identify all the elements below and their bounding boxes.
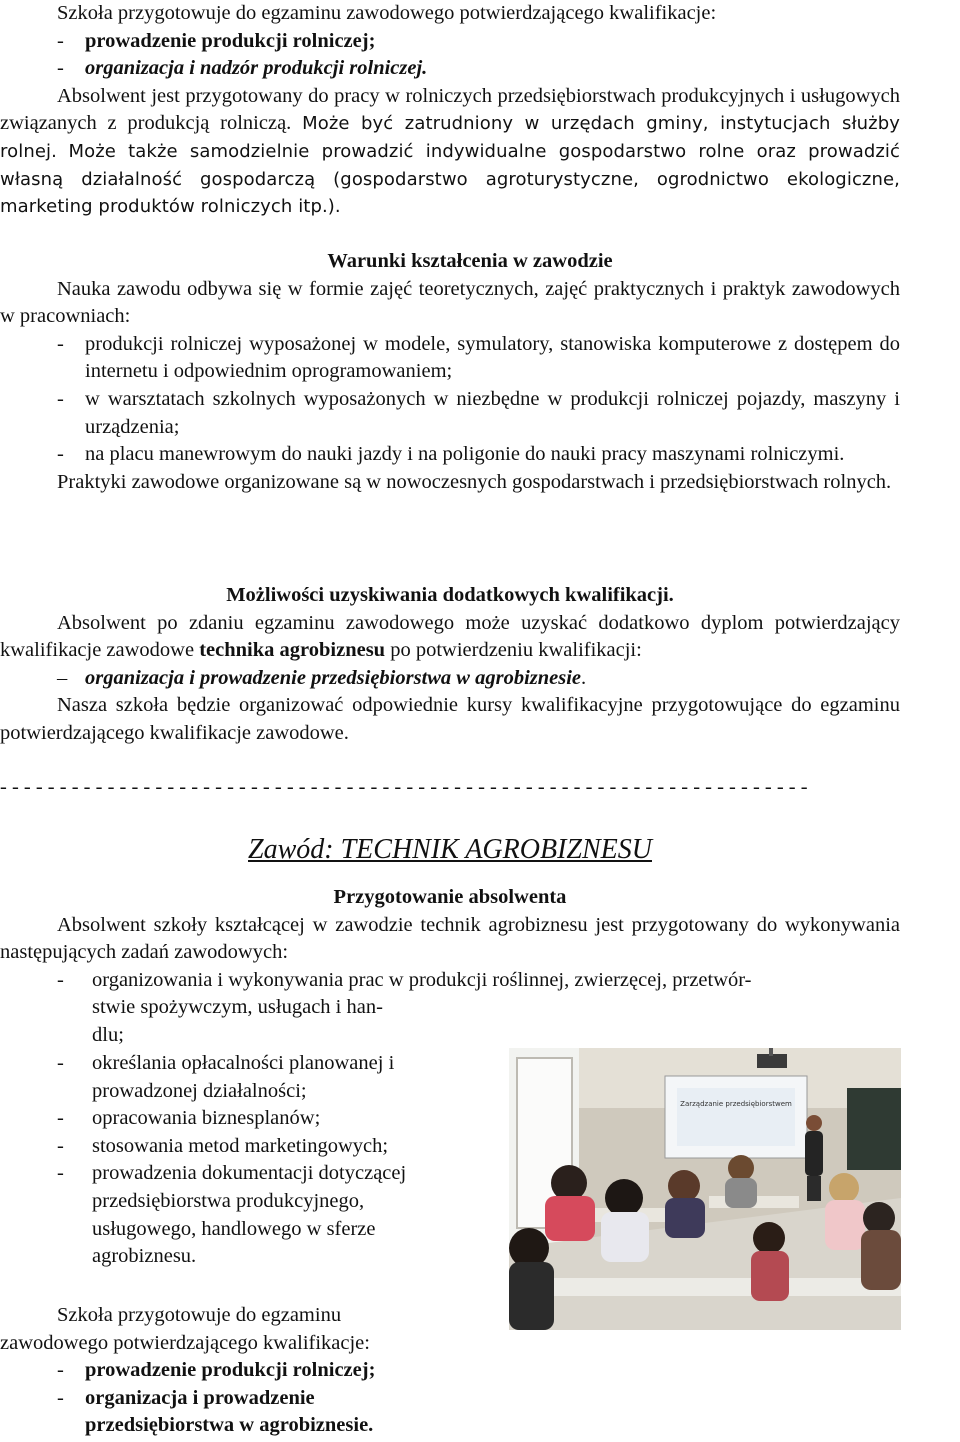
technik-exam-intro: Szkoła przygotowuje do egzaminu zawodowego potwierdzającego kwalifikacje: bbox=[0, 1304, 370, 1354]
conditions-section bbox=[0, 248, 900, 496]
courses-paragraph: Nasza szkoła będzie organizować odpowiednie kursy kwalifikacyjne przygotowujące do egzaminu potwierdzającego kwalifikacje zawodowe. bbox=[0, 694, 900, 744]
technik-item: - stosowania metod marketingowych; bbox=[57, 1134, 389, 1157]
qual-item: - prowadzenie produkcji rolniczej; bbox=[57, 29, 376, 52]
technik-item: - organizowania i wykonywania prac w produkcji roślinnej, zwierzęcej, przetwór- bbox=[57, 968, 752, 991]
conditions-item: - produkcji rolniczej wyposażonej w modele, symulatory, stanowiska komputerowe z dostępem do internetu i odpowiednim oprogramowaniem; bbox=[57, 332, 900, 383]
conditions-item: - w warsztatach szkolnych wyposażonych w niezbędne w produkcji rolniczej pojazdy, maszyny i urządzenia; bbox=[57, 387, 900, 438]
technik-exam-section bbox=[0, 1302, 440, 1440]
conditions-heading: Warunki kształcenia w zawodzie bbox=[327, 250, 613, 272]
extra-item: – organizacja i prowadzenie przedsiębiorstwa w agrobiznesie . bbox=[57, 666, 587, 689]
technik-section: Przygotowanie absolwenta Absolwent szkoły kształcącej w zawodzie technik agrobiznesu jest przygotowany do wykonywania następujących zadań zawodowych: - organizowania i wykonywania prac w produkcji roślinnej, zwierzęcej, przetwór- stwie spożywczym, usługach i han- dlu; bbox=[0, 886, 900, 1046]
technik-intro: Absolwent szkoły kształcącej w zawodzie technik agrobiznesu jest przygotowany do wykonywania następujących zadań zawodowych: bbox=[0, 913, 900, 964]
graduate-paragraph: Absolwent jest przygotowany do pracy w rolniczych przedsiębiorstwach produkcyjnych i usługowych związanych z produkcją rolniczą. Może być zatrudniony w urzędach gminy, instytucjach służby rolnej. Może także samodzielnie prowadzić indywidualne gospodarstwo rolne oraz prowadzić własną działalność gospodarczą (gospodarstwo agroturystyczne, ogrodnictwo ekologiczne, marketing produktów rolniczych itp.). bbox=[0, 84, 900, 218]
extra-paragraph: Absolwent po zdaniu egzaminu zawodowego może uzyskać dodatkowo dyplom potwierdzający kwalifikacje zawodowe technika agrobiznesu po potwierdzeniu kwalifikacji: bbox=[0, 611, 900, 662]
extra-qualifications-section bbox=[0, 582, 900, 748]
technik-item: - prowadzenia dokumentacji dotyczącej przedsiębiorstwa produkcyjnego, usługowego, handlowego w sferze agrobiznesu. bbox=[57, 1162, 407, 1268]
technik-heading: Przygotowanie absolwenta bbox=[333, 886, 567, 908]
dashed-separator: - - - - - - - - - - - - - - - - - - - - - - - - - - - - - - - - - - - - - - - - - - - - - - - - - - - - - - - - - - - - - - - - - - - - bbox=[0, 776, 808, 798]
conditions-item: - na placu manewrowym do nauki jazdy i na poligonie do nauki pracy maszynami rolniczymi. bbox=[57, 443, 845, 466]
extra-heading: Możliwości uzyskiwania dodatkowych kwalifikacji. bbox=[226, 584, 674, 606]
technik-qual-item: - prowadzenie produkcji rolniczej; bbox=[57, 1359, 376, 1382]
technik-item: - określania opłacalności planowanej i prowadzonej działalności; bbox=[57, 1052, 395, 1102]
technik-qual-item: - organizacja i prowadzenie przedsiębiorstwa w agrobiznesie. bbox=[57, 1386, 374, 1437]
practice-paragraph: Praktyki zawodowe organizowane są w nowoczesnych gospodarstwach i przedsiębiorstwach rolnych. bbox=[57, 470, 892, 493]
classroom-photo bbox=[509, 1048, 901, 1330]
technik-task-list bbox=[0, 1050, 440, 1271]
technik-item: - opracowania biznesplanów; bbox=[57, 1107, 321, 1130]
qual-item: - organizacja i nadzór produkcji rolniczej. bbox=[57, 57, 428, 80]
section-intro bbox=[0, 0, 900, 221]
profession-title: Zawód: TECHNIK AGROBIZNESU bbox=[248, 834, 652, 865]
conditions-intro: Nauka zawodu odbywa się w formie zajęć teoretycznych, zajęć praktycznych i praktyk zawodowych w pracowniach: bbox=[0, 277, 900, 328]
board-text: Zarządzanie przedsiębiorstwem bbox=[680, 1100, 792, 1108]
exam-intro-text: Szkoła przygotowuje do egzaminu zawodowego potwierdzającego kwalifikacje: bbox=[57, 2, 717, 24]
